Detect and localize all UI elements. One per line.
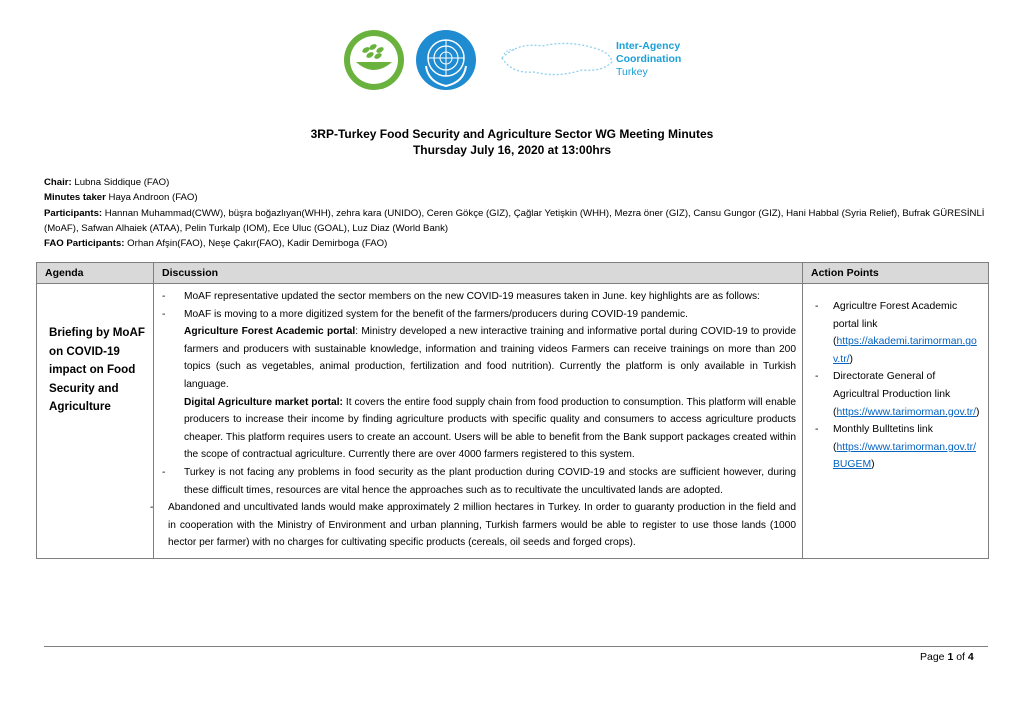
fao-participants-row xyxy=(44,236,988,251)
page-total: 4 xyxy=(967,651,974,663)
un-emblem-logo xyxy=(414,28,478,92)
portal-label: Digital Agriculture market portal: xyxy=(184,396,343,408)
action-item xyxy=(811,298,982,368)
discussion-text: MoAF representative updated the sector members on the new COVID-19 measures taken in June. key highlights are as follows: xyxy=(184,291,760,302)
paren-open: ( xyxy=(833,336,837,348)
paren-close: ) xyxy=(849,353,854,365)
portal-label: Agriculture Forest Academic portal xyxy=(184,326,356,338)
discussion-item xyxy=(150,499,796,552)
list-dash: - xyxy=(815,371,819,383)
fao-participants-value: Orhan Afşin(FAO), Neşe Çakır(FAO), Kadir Demirboga (FAO) xyxy=(124,238,388,250)
page-current: 1 xyxy=(947,651,954,663)
action-label: Directorate General of Agricultral Production link xyxy=(833,371,951,400)
meeting-meta xyxy=(44,175,988,251)
chair-row xyxy=(44,175,988,190)
chair-value: Lubna Siddique (FAO) xyxy=(71,177,170,188)
list-dash: - xyxy=(162,308,166,320)
fao-participants-label: FAO Participants: xyxy=(44,238,125,250)
paren-open: ( xyxy=(833,406,837,418)
paren-close: ) xyxy=(871,459,875,471)
footer-divider xyxy=(44,646,988,647)
minutes-taker-value: Haya Androon (FAO) xyxy=(105,192,198,204)
discussion-subparagraph xyxy=(160,323,796,393)
akademi-link[interactable]: https://akademi.tarimorman.gov.tr/ xyxy=(833,336,977,365)
discussion-header: Discussion xyxy=(154,263,803,284)
page-prefix: Page xyxy=(920,651,948,663)
agenda-header: Agenda xyxy=(37,263,154,284)
participants-label: Participants: xyxy=(44,207,103,219)
discussion-item xyxy=(160,288,796,306)
turkey-map-icon xyxy=(498,32,616,92)
inter-agency-coordination-logo xyxy=(498,32,698,92)
document-title xyxy=(0,126,1024,158)
page-of: of xyxy=(953,651,968,663)
list-dash: - xyxy=(150,502,154,514)
title-line-1: 3RP-Turkey Food Security and Agriculture Sector WG Meeting Minutes xyxy=(310,127,714,141)
action-label: Monthly Bulltetins link xyxy=(833,424,933,436)
iac-line-3: Turkey xyxy=(616,66,648,78)
minutes-taker-label: Minutes taker xyxy=(44,192,106,204)
portal-description: It covers the entire food supply chain from food production to consumption. This platform will enable producers to increase their income by finding agriculture products with specific quality and consumers to access agriculture products cheaper. This platform requires users to create an account. Users will be able to benefit from the Bank support packages created within the scope of contractual agriculture. Currently there are over 4000 farmers registered to this system. xyxy=(184,396,797,461)
discussion-subparagraph xyxy=(160,394,796,464)
list-dash: - xyxy=(815,424,819,436)
page-number xyxy=(920,651,974,663)
discussion-cell xyxy=(150,284,803,559)
paren-open: ( xyxy=(833,441,837,453)
discussion-item xyxy=(160,306,796,324)
tarimorman-link[interactable]: https://www.tarimorman.gov.tr/ xyxy=(836,406,977,418)
fsa-sector-logo xyxy=(342,28,406,92)
table-header-row xyxy=(37,263,989,284)
portal-description: : Ministry developed a new interactive training and informative portal during COVID-19 to provide farmers and producers with sustainable knowledge, information and training videos Farmers can receive trainings on more than 200 topics (such as vegetables, animal production, fertilization and food nutrition). Currently the platform is only available in Turkish language. xyxy=(184,326,796,390)
minutes-table xyxy=(36,262,989,559)
action-points-header: Action Points xyxy=(803,263,989,284)
action-label: Agricultre Forest Academic portal link xyxy=(833,301,958,330)
action-item xyxy=(811,421,982,474)
discussion-item xyxy=(160,464,796,499)
discussion-text: Abandoned and uncultivated lands would make approximately 2 million hectares in Turkey. In order to guaranty production in the field and in cooperation with the Ministry of Environment and urban planning, Turkish farmers would be able to register to use those lands (1000 hector per farmer) with no charges for cultivating specific products (cereals, oil seeds and forged crops). xyxy=(168,502,796,549)
list-dash: - xyxy=(162,466,166,478)
participants-value: Hannan Muhammad(CWW), büşra boğazlıyan(WHH), zehra kara (UNIDO), Ceren Gökçe (GIZ), Çağlar Yetişkin (WHH), Mezra öner (GIZ), Cansu Gungor (GIZ), Hani Habbal (Syria Relief), Bufrak GÜRESİNLİ (MoAF), Safwan Alhaiek (ATAA), Pelin Turkalp (IOM), Ece Uluc (GOAL), Luz Diaz (World Bank) xyxy=(44,207,985,234)
participants-row xyxy=(44,206,988,237)
action-item xyxy=(811,368,982,421)
header-logos xyxy=(340,26,700,96)
paren-close: ) xyxy=(976,406,980,418)
iac-line-1: Inter-Agency xyxy=(616,40,681,52)
iac-wordmark xyxy=(616,40,681,79)
bugem-link[interactable]: https://www.tarimorman.gov.tr/BUGEM xyxy=(833,441,977,471)
iac-line-2: Coordination xyxy=(616,53,682,65)
list-dash: - xyxy=(815,301,819,312)
table-row xyxy=(37,284,989,559)
title-line-2: Thursday July 16, 2020 at 13:00hrs xyxy=(412,143,612,157)
minutes-taker-row xyxy=(44,190,988,205)
action-points-cell xyxy=(803,284,989,559)
list-dash: - xyxy=(162,291,166,302)
agenda-item: Briefing by MoAF on COVID-19 impact on Food Security and Agriculture xyxy=(37,284,154,559)
discussion-text: Turkey is not facing any problems in food security as the plant production during COVID-19 and stocks are sufficient however, during these difficult times, resources are vital hence the approaches such as to recultivate the uncultivated lands are adopted. xyxy=(184,466,796,496)
chair-label: Chair: xyxy=(44,177,72,188)
discussion-text: MoAF is moving to a more digitized system for the benefit of the farmers/producers during COVID-19 pandemic. xyxy=(184,308,688,320)
